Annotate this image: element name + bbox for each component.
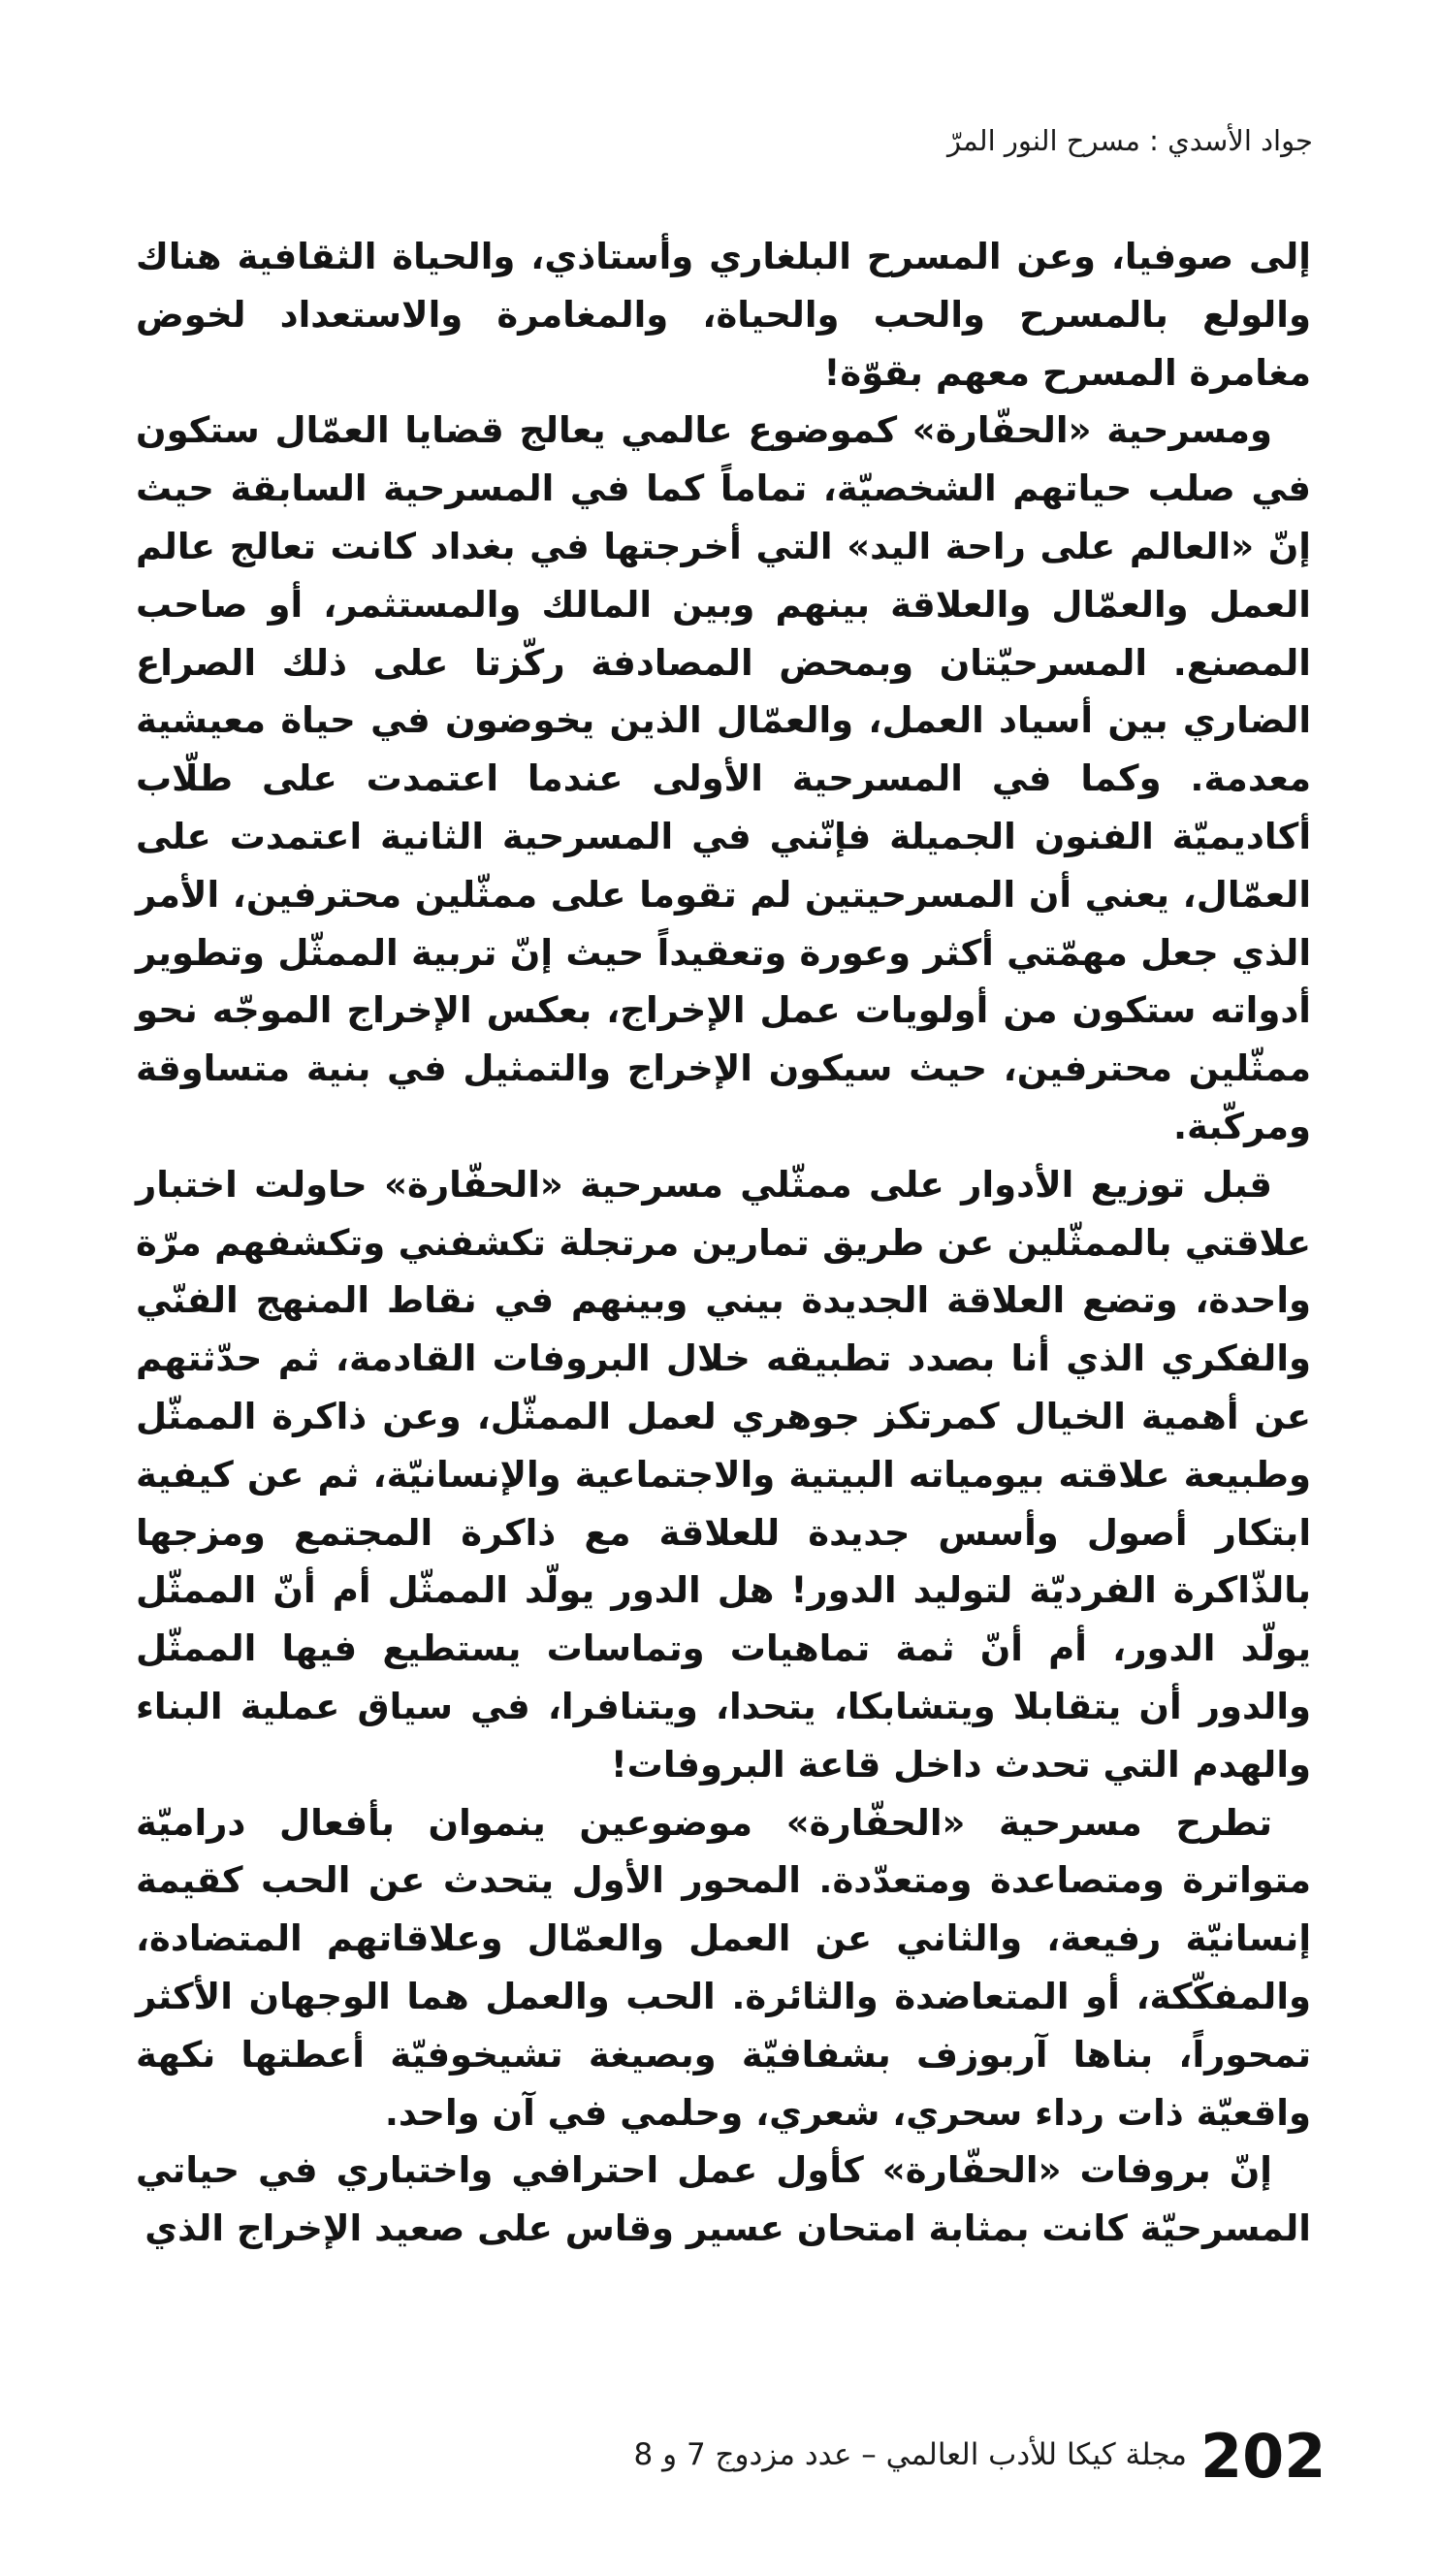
journal-caption: مجلة كيكا للأدب العالمي – عدد مزدوج 7 و 8 [633,2437,1187,2472]
running-header-title: جواد الأسدي : مسرح النور المرّ [947,124,1313,157]
page-number: 202 [1200,2421,1327,2492]
paragraph-2: ومسرحية «الحفّارة» كموضوع عالمي يعالج قضايا العمّال ستكون في صلب حياتهم الشخصيّة، تماماً كما في المسرحية السابقة حيث إنّ «العالم على راحة اليد» التي أخرجتها في بغداد كانت تعالج عالم العمل والعمّال والعلاقة بينهم وبين المالك والمستثمر، أو صاحب المصنع. المسرحيّتان وبمحض المصادفة ركّزتا على ذلك الصراع الضاري بين أسياد العمل، والعمّال الذين يخوضون في حياة معيشية معدمة. وكما في المسرحية الأولى عندما اعتمدت على طلّاب أكاديميّة الفنون الجميلة فإنّني في المسرحية الثانية اعتمدت على العمّال، يعني أن المسرحيتين لم تقوما على ممثّلين محترفين، الأمر الذي جعل مهمّتي أكثر وعورة وتعقيداً حيث إنّ تربية الممثّل وتطوير أدواته ستكون من أولويات عمل الإخراج، بعكس الإخراج الموجّه نحو ممثّلين محترفين، حيث سيكون الإخراج والتمثيل في بنية متساوقة ومركّبة. [136,409,1311,1147]
paragraph-3: قبل توزيع الأدوار على ممثّلي مسرحية «الحفّارة» حاولت اختبار علاقتي بالممثّلين عن طريق تمارين مرتجلة تكشفني وتكشفهم مرّة واحدة، وتضع العلاقة الجديدة بيني وبينهم في نقاط المنهج الفنّي والفكري الذي أنا بصدد تطبيقه خلال البروفات القادمة، ثم حدّثتهم عن أهمية الخيال كمرتكز جوهري لعمل الممثّل، وعن ذاكرة الممثّل وطبيعة علاقته بيومياته البيتية والاجتماعية والإنسانيّة، ثم عن كيفية ابتكار أصول وأسس جديدة للعلاقة مع ذاكرة المجتمع ومزجها بالذّاكرة الفرديّة لتوليد الدور! هل الدور يولّد الممثّل أم أنّ الممثّل يولّد الدور، أم أنّ ثمة تماهيات وتماسات يستطيع فيها الممثّل والدور أن يتقابلا ويتشابكا، يتحدا، ويتنافرا، في سياق عملية البناء والهدم التي تحدث داخل قاعة البروفات! [136,1163,1311,1786]
paragraph-4: تطرح مسرحية «الحفّارة» موضوعين ينموان بأفعال دراميّة متواترة ومتصاعدة ومتعدّدة. المحور الأول يتحدث عن الحب كقيمة إنسانيّة رفيعة، والثاني عن العمل والعمّال وعلاقاتهم المتضادة، والمفكّكة، أو المتعاضدة والثائرة. الحب والعمل هما الوجهان الأكثر تمحوراً، بناها آربوزف بشفافيّة وبصيغة تشيخوفيّة أعطتها نكهة واقعيّة ذات رداء سحري، شعري، وحلمي في آن واحد. [136,1801,1311,2134]
paragraph-1: إلى صوفيا، وعن المسرح البلغاري وأستاذي، والحياة الثقافية هناك والولع بالمسرح والحب والحياة، والمغامرة والاستعداد لخوض مغامرة المسرح معهم بقوّة! [136,236,1311,394]
article-body [136,228,1311,2258]
paragraph-5: إنّ بروفات «الحفّارة» كأول عمل احترافي واختباري في حياتي المسرحيّة كانت بمثابة امتحان عسير وقاس على صعيد الإخراج الذي [136,2149,1311,2250]
page-footer [0,2413,1439,2500]
